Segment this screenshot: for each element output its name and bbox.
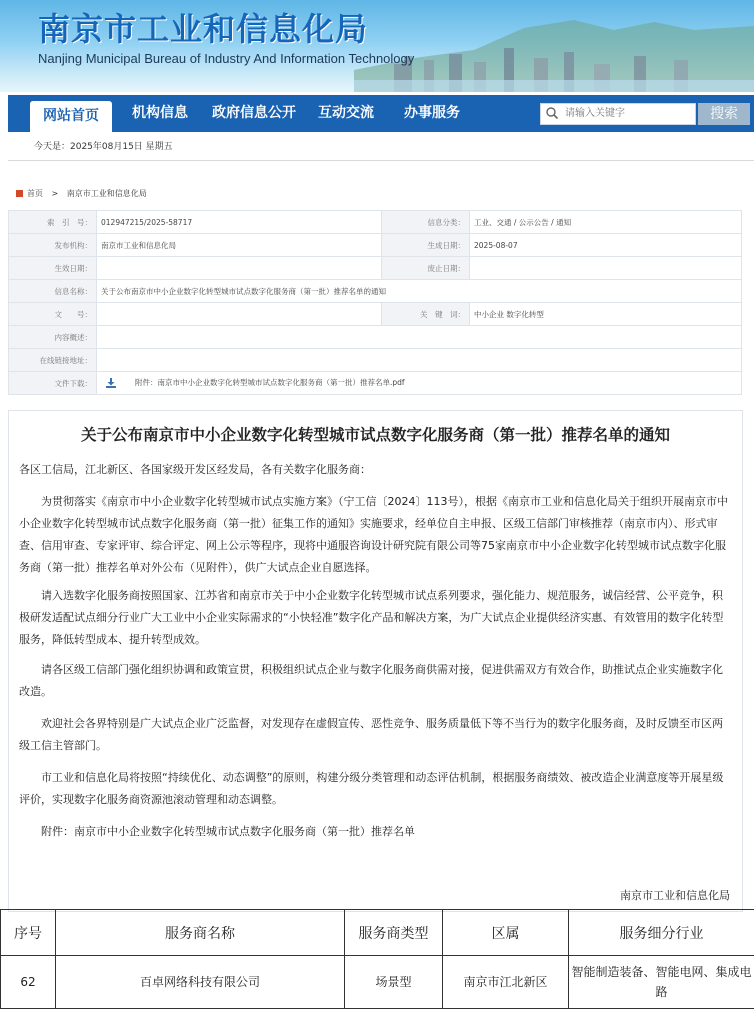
breadcrumb-separator: > xyxy=(52,189,59,198)
meta-value: 工业、交通 / 公示公告 / 通知 xyxy=(470,211,742,234)
home-icon xyxy=(16,190,23,197)
search-button[interactable]: 搜索 xyxy=(698,103,750,125)
date-bar xyxy=(8,132,754,161)
meta-value: 南京市工业和信息化局 xyxy=(97,234,382,257)
nav-services[interactable]: 办事服务 xyxy=(392,95,472,132)
meta-value xyxy=(97,303,382,326)
meta-value: 关于公布南京市中小企业数字化转型城市试点数字化服务商（第一批）推荐名单的通知 xyxy=(97,280,742,303)
article-attachment-note[interactable]: 附件：南京市中小企业数字化转型城市试点数字化服务商（第一批）推荐名单 xyxy=(19,821,731,843)
meta-label: 生成日期： xyxy=(382,234,470,257)
meta-label: 信息名称： xyxy=(9,280,97,303)
breadcrumb-current[interactable]: 南京市工业和信息化局 xyxy=(67,189,147,198)
download-icon[interactable] xyxy=(105,377,117,389)
meta-value xyxy=(97,349,742,372)
meta-row xyxy=(9,326,742,349)
header-banner xyxy=(0,0,754,92)
nav-home[interactable]: 网站首页 xyxy=(30,101,112,132)
meta-label: 废止日期： xyxy=(382,257,470,280)
meta-label: 发布机构： xyxy=(9,234,97,257)
article-paragraph: 欢迎社会各界特别是广大试点企业广泛监督，对发现存在虚假宣传、恶性竞争、服务质量低下等不当行为的数字化服务商，及时反馈至市区两级工信主管部门。 xyxy=(19,713,731,757)
download-cell xyxy=(97,372,742,395)
meta-label: 内容概述： xyxy=(9,326,97,349)
column-header: 服务商类型 xyxy=(345,910,443,956)
meta-label: 在线链接地址： xyxy=(9,349,97,372)
table-cell: 智能制造装备、智能电网、集成电路 xyxy=(569,956,754,1009)
city-skyline-illustration xyxy=(354,0,754,92)
column-header: 序号 xyxy=(1,910,56,956)
meta-row xyxy=(9,372,742,395)
article-title: 关于公布南京市中小企业数字化转型城市试点数字化服务商（第一批）推荐名单的通知 xyxy=(9,423,742,445)
column-header: 服务细分行业 xyxy=(569,910,754,956)
article-paragraph: 请入选数字化服务商按照国家、江苏省和南京市关于中小企业数字化转型城市试点系列要求，强化能力、规范服务，诚信经营、公平竞争，积极研发适配试点细分行业广大工业中小企业实际需求的“小快轻准”数字化产品和解决方案，为广大试点企业提供经济实惠、有效管用的数字化转型服务，降低转型成本、提升转型成效。 xyxy=(19,585,731,651)
site-title: 南京市工业和信息化局 xyxy=(38,4,368,50)
table-cell: 场景型 xyxy=(345,956,443,1009)
attachment-link[interactable]: 附件：南京市中小企业数字化转型城市试点数字化服务商（第一批）推荐名单.pdf xyxy=(135,378,405,387)
meta-value: 2025-08-07 xyxy=(470,234,742,257)
meta-value xyxy=(97,326,742,349)
nav-organization[interactable]: 机构信息 xyxy=(120,95,200,132)
column-header: 服务商名称 xyxy=(56,910,345,956)
article-paragraph: 市工业和信息化局将按照“持续优化、动态调整”的原则，构建分级分类管理和动态评估机制，根据服务商绩效、被改造企业满意度等开展星级评价，实现数字化服务商资源池滚动管理和动态调整。 xyxy=(19,767,731,811)
meta-label: 文件下载： xyxy=(9,372,97,395)
column-header: 区属 xyxy=(443,910,569,956)
table-cell: 62 xyxy=(1,956,56,1009)
meta-value xyxy=(97,257,382,280)
meta-value: 中小企业 数字化转型 xyxy=(470,303,742,326)
meta-row xyxy=(9,211,742,234)
search-icon xyxy=(545,106,559,120)
nav-interaction[interactable]: 互动交流 xyxy=(304,95,388,132)
meta-row xyxy=(9,349,742,372)
meta-label: 信息分类： xyxy=(382,211,470,234)
recommendation-table xyxy=(0,909,754,1009)
meta-label: 关 键 词： xyxy=(382,303,470,326)
article xyxy=(8,410,743,912)
meta-label: 文 号： xyxy=(9,303,97,326)
metadata-table xyxy=(8,210,742,395)
meta-value: 012947215/2025-58717 xyxy=(97,211,382,234)
meta-label: 生效日期： xyxy=(9,257,97,280)
article-paragraph: 为贯彻落实《南京市中小企业数字化转型城市试点实施方案》（宁工信〔2024〕113号），根据《南京市工业和信息化局关于组织开展南京市中小企业数字化转型城市试点数字化服务商（第一批）征集工作的通知》实施要求，经单位自主申报、区级工信部门审核推荐（南京市内）、形式审查、信用审查、专家评审、综合评定、网上公示等程序，现将中通服咨询设计研究院有限公司等75家南京市中小企业数字化转型城市试点数字化服务商（第一批）推荐名单对外公布（见附件），供广大试点企业自愿选择。 xyxy=(19,491,731,579)
meta-row xyxy=(9,280,742,303)
search-box xyxy=(540,103,696,125)
meta-row xyxy=(9,257,742,280)
breadcrumb-home[interactable]: 首页 xyxy=(27,189,43,198)
article-signature: 南京市工业和信息化局 xyxy=(620,887,730,903)
table-row xyxy=(1,956,754,1009)
nav-gov-info[interactable]: 政府信息公开 xyxy=(204,95,304,132)
current-date: 今天是：2025年08月15日 星期五 xyxy=(34,139,173,152)
search-input[interactable] xyxy=(565,106,690,121)
meta-row xyxy=(9,234,742,257)
table-cell: 南京市江北新区 xyxy=(443,956,569,1009)
article-paragraph: 请各区级工信部门强化组织协调和政策宣贯，积极组织试点企业与数字化服务商供需对接，促进供需双方有效合作，助推试点企业实施数字化改造。 xyxy=(19,659,731,703)
site-subtitle: Nanjing Municipal Bureau of Industry And Information Technology xyxy=(38,51,414,66)
table-header-row xyxy=(1,910,754,956)
article-greeting: 各区工信局，江北新区、各国家级开发区经发局，各有关数字化服务商： xyxy=(19,459,731,481)
table-cell: 百卓网络科技有限公司 xyxy=(56,956,345,1009)
breadcrumb xyxy=(16,188,147,199)
meta-value xyxy=(470,257,742,280)
meta-row xyxy=(9,303,742,326)
meta-label: 索 引 号： xyxy=(9,211,97,234)
